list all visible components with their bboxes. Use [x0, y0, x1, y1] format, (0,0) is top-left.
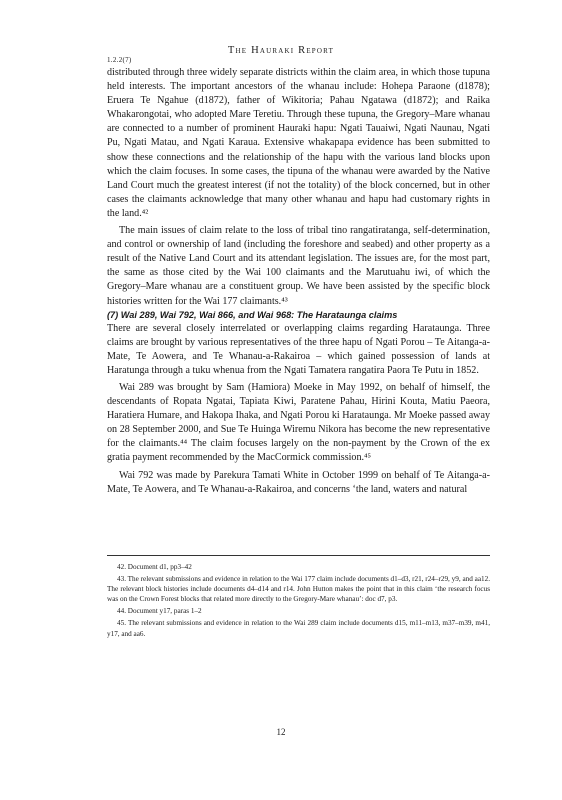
footnote-45: 45. The relevant submissions and evidence in relation to the Wai 289 claim include documents d15, m11–m13, m37–m39, m41, y17, and aa6.: [107, 619, 490, 638]
body-text: [107, 66, 490, 497]
footnote-42: 42. Document d1, pp3–42: [117, 563, 192, 571]
page-number: 12: [276, 727, 286, 737]
footnote-43: 43. The relevant submissions and evidence in relation to the Wai 177 claim include documents d1–d3, r21, r24–r29, y9, and aa12. The relevant block histories include documents d4–d14 and r14. John Hutton makes the point that in this claim ‘the research focus was on the Crown Forest blocks that related more directly to the Gregory-Mare whanau’: doc d7, p3.: [107, 575, 490, 604]
paragraph-main-issues: The main issues of claim relate to the loss of tribal tino rangatiratanga, self-determination, and control or ownership of land (including the foreshore and seabed) and other property as a result of the Native Land Court and its attendant legislation. The issues are, for the most part, the same as those cited by the Wai 100 claimants and the Marutuahu iwi, of which the Gregory–Mare whanau are a constituent group. We have been assisted by the specific block histories written for the Wai 177 claimants.⁴³: [107, 225, 490, 307]
paragraph-wai-792: Wai 792 was made by Parekura Tamati White in October 1999 on behalf of Te Aitanga-a-Mate, Te Aowera, and Te Whanau-a-Rakairoa, and concerns ‘the land, waters and natural: [107, 469, 490, 495]
section-number: 1.2.2(7): [107, 56, 132, 64]
paragraph-harataunga-intro: There are several closely interrelated or overlapping claims regarding Harataunga. Three claims are brought by various representatives of the three hapu of Ngati Porou – Te Aitanga-a-Mate, Te Aowera, and Te Whanau-a-Rakairoa – which gained possession of lands at Haratunga through a tuku whenua from the Ngati Tamatera rangatira Paora Te Putu in 1852.: [107, 322, 490, 376]
footnotes: [107, 562, 490, 641]
running-header-title: The Hauraki Report: [227, 45, 335, 56]
footnote-divider: [107, 555, 490, 556]
paragraph-wai-289: Wai 289 was brought by Sam (Hamiora) Moeke in May 1992, on behalf of himself, the descendants of Ropata Ngatai, Tapiata Kiwi, Paratene Pahau, Hirini Kouta, Matiu Paeora, Haratiera Humare, and Hakopa Ihaka, and Ngati Porou ki Harataunga. Mr Moeke passed away on 28 September 2000, and Sue Te Huinga Wiremu Nikora has become the new representative for the claimants.⁴⁴ The claim focuses largely on the non-payment by the Crown of the ex gratia payment recommended by the MacCormick commission.⁴⁵: [107, 381, 490, 464]
section-heading: (7) Wai 289, Wai 792, Wai 866, and Wai 968: The Harataunga claims: [107, 309, 398, 320]
paragraph-continued: distributed through three widely separate districts within the claim area, in which those tupuna held interests. The important ancestors of the whanau include: Hohepa Paraone (d1878); Eruera Te Ngahue (d1872), father of Wikitoria; Pahau Ngatawa (d1872); and Raika Whakarongotai, who adopted Mare Teretiu. Through these tupuna, the Gregory–Mare whanau are connected to a number of prominent Hauraki hapu: Ngati Tauaiwi, Ngati Naunau, Ngati Pu, Ngati Matau, and Ngati Karaua. Extensive whakapapa evidence has been submitted to show these connections and the relationship of the hapu with the various land blocks upon which the claim focuses. In some cases, the tipuna of the whanau were awarded by the Native Land Court much the greatest interest (if not the totality) of the block concerned, but in other cases the claimants acknowledge that many other whanau and hapu had customary rights in the land.⁴²: [107, 67, 490, 219]
footnote-44: 44. Document y17, paras 1–2: [117, 607, 202, 616]
